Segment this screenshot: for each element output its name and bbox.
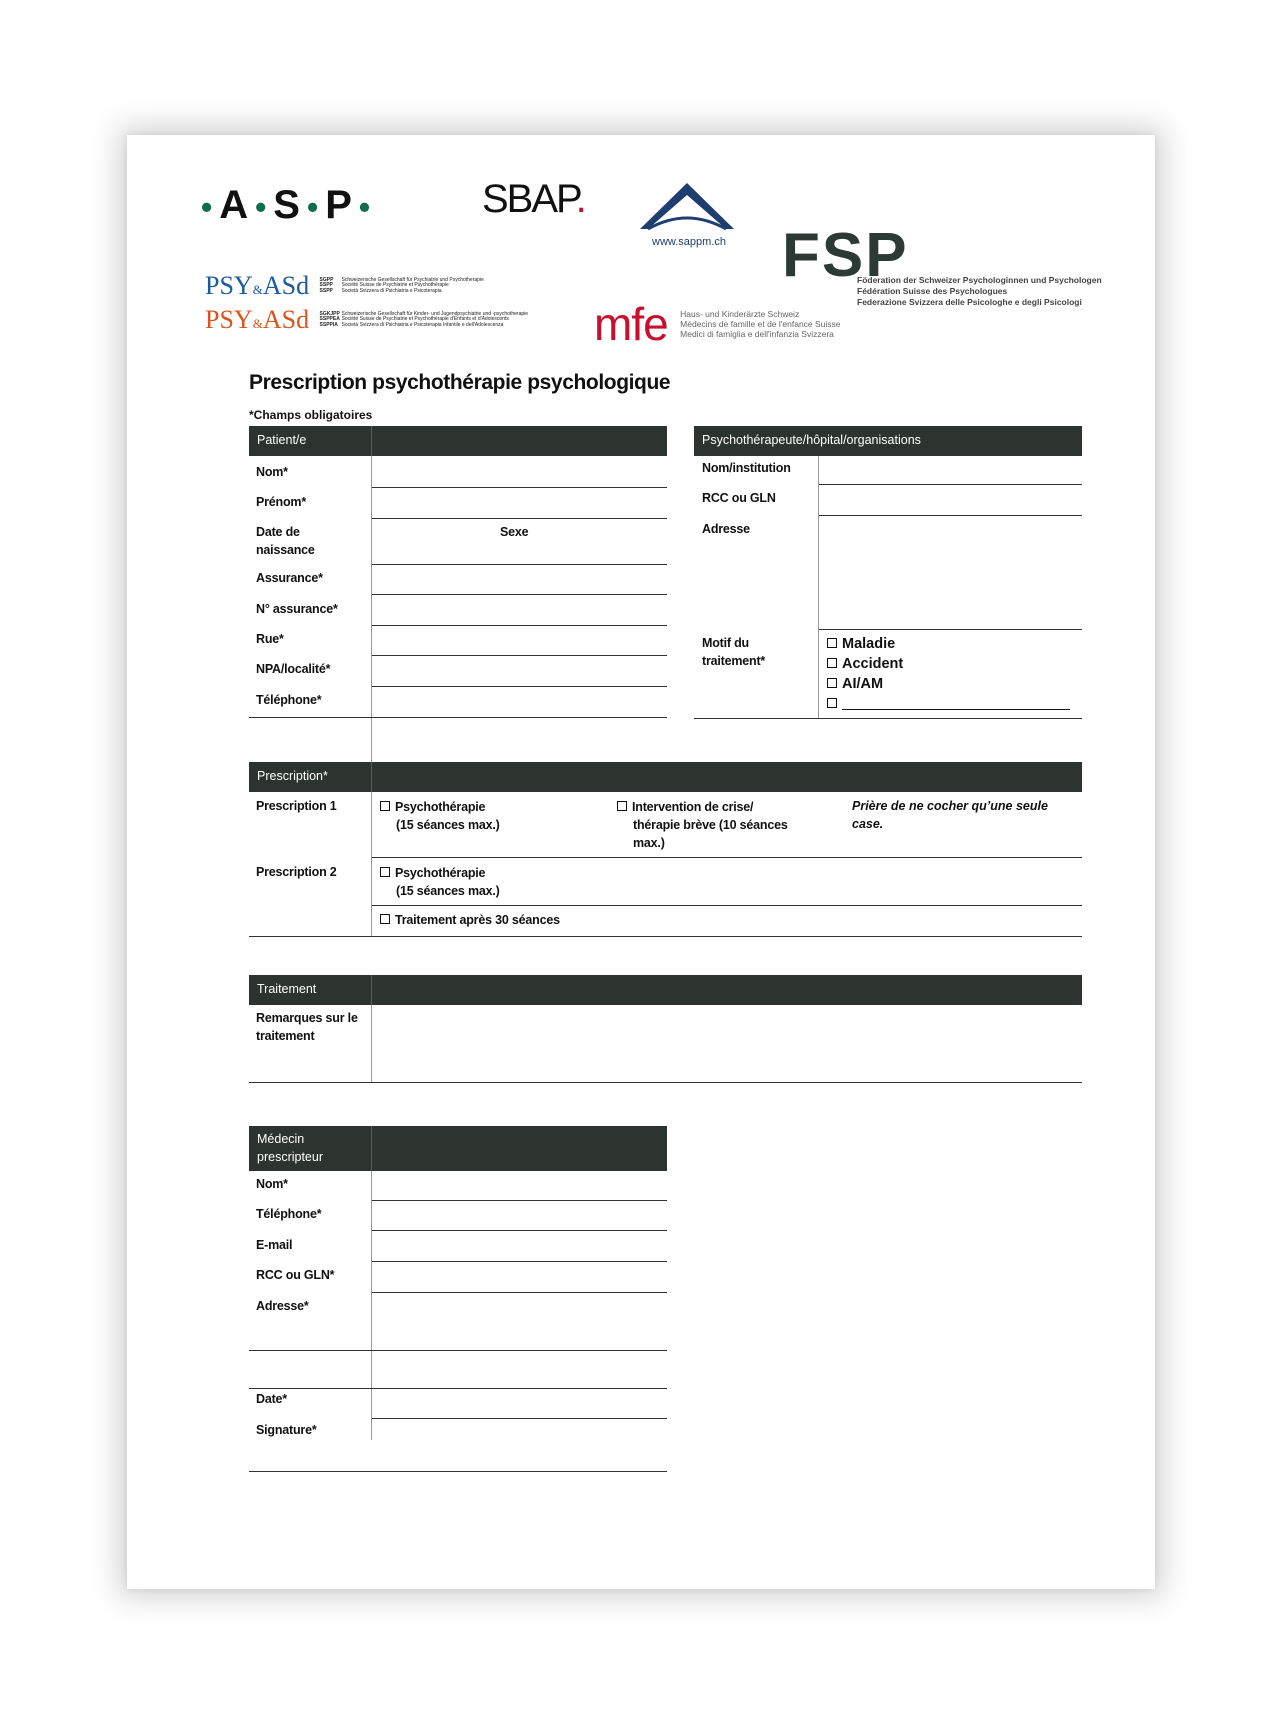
therapist-nom-field[interactable]: [819, 484, 1082, 485]
checkbox[interactable]: [827, 658, 837, 668]
patient-prenom-field[interactable]: [372, 518, 667, 519]
column-divider: [818, 456, 819, 718]
motif-ai-am[interactable]: AI/AM: [827, 674, 883, 694]
doctor-rcc-label: RCC ou GLN*: [256, 1268, 335, 1282]
checkbox[interactable]: [380, 801, 390, 811]
patient-nom-field[interactable]: [372, 487, 667, 488]
doctor-nom-label: Nom*: [256, 1177, 288, 1191]
doctor-adresse-field[interactable]: [249, 1350, 667, 1351]
patient-prenom-label: Prénom*: [256, 495, 307, 509]
prescription-1-divider: [372, 857, 1082, 858]
doctor-adresse-label: Adresse*: [256, 1299, 309, 1313]
fsp-letters: FSP: [782, 221, 909, 290]
p1-psychotherapie-option[interactable]: Psychothérapie (15 séances max.): [380, 798, 500, 834]
doctor-date-field[interactable]: [372, 1418, 667, 1419]
sappm-logo: [632, 177, 742, 252]
motif-other-field[interactable]: [842, 696, 1070, 710]
sbap-logo: SBAP.: [482, 177, 585, 221]
treatment-remarks-label: Remarques sur le traitement: [256, 1011, 358, 1043]
patient-dob-label: Date de naissance: [256, 525, 315, 557]
therapist-header: Psychothérapeute/hôpital/organisations: [694, 426, 1082, 456]
doctor-nom-field[interactable]: [372, 1200, 667, 1201]
motif-maladie[interactable]: Maladie: [827, 634, 895, 654]
therapist-adresse-label: Adresse: [702, 522, 750, 536]
prescription-header: Prescription*: [249, 762, 1082, 792]
doctor-date-label: Date*: [256, 1392, 287, 1406]
patient-header: Patient/e: [249, 426, 667, 456]
p2-psychotherapie-option[interactable]: Psychothérapie (15 séances max.): [380, 864, 500, 900]
doctor-signature-label: Signature*: [256, 1423, 317, 1437]
column-divider: [371, 1171, 372, 1440]
patient-sexe-label: Sexe: [500, 525, 529, 539]
doctor-telephone-field[interactable]: [372, 1230, 667, 1231]
therapist-rcc-label: RCC ou GLN: [702, 491, 776, 505]
sappm-roof-icon: [632, 177, 742, 233]
patient-no-assurance-field[interactable]: [372, 625, 667, 626]
doctor-email-field[interactable]: [372, 1261, 667, 1262]
fsp-logo: [782, 221, 1102, 307]
therapist-motif-label: Motif du traitement*: [702, 636, 766, 668]
asp-logo: • A • S • P •: [201, 183, 372, 227]
patient-telephone-field[interactable]: [249, 717, 667, 718]
treatment-remarks-field[interactable]: [249, 1082, 1082, 1083]
column-divider: [371, 792, 372, 937]
prescription-2-divider: [372, 905, 1082, 906]
doctor-spacer-line: [249, 1388, 667, 1389]
mfe-logo: mfe Haus- und Kinderärzte Schweiz Médecins de famille et de l'enfance Suisse Medici di famiglia e dell'infanzia Svizzera: [594, 298, 841, 350]
motif-accident[interactable]: Accident: [827, 654, 903, 674]
p1-intervention-crise-option[interactable]: Intervention de crise/ thérapie brève (10 séances max.): [617, 798, 788, 852]
patient-npa-label: NPA/localité*: [256, 662, 331, 676]
psy-asd-logo-adult: PSY&ASd SGPP Schweizerische Gesellschaft für Psychiatrie und Psychotherapie SSPP Société Suisse de Psychiatrie et Psychothérapie SSPP Società Svizzera di Psichiatria e Psicoterapia: [205, 271, 484, 300]
patient-no-assurance-label: N° assurance*: [256, 602, 338, 616]
psy-asd-logo-child: PSY&ASd SGKJPP Schweizerische Gesellschaft für Kinder- und Jugendpsychiatrie und -psychotherapie SSPPEA Société Suisse de Psychiatrie et Psychothérapie d'Enfants et d'Adolescents SSPPIA Società Svizzera di Psichiatria e Psicoterapia Infantile e dell'Adolescenza: [205, 305, 529, 334]
patient-assurance-field[interactable]: [372, 594, 667, 595]
doctor-signature-field[interactable]: [249, 1471, 667, 1472]
document-page: [127, 135, 1155, 1589]
checkbox[interactable]: [617, 801, 627, 811]
patient-npa-field[interactable]: [372, 686, 667, 687]
patient-nom-label: Nom*: [256, 465, 288, 479]
therapist-nom-label: Nom/institution: [702, 461, 791, 475]
prescription-1-label: Prescription 1: [256, 799, 337, 813]
required-note: *Champs obligatoires: [249, 408, 373, 422]
checkbox[interactable]: [827, 698, 837, 708]
therapist-adresse-field[interactable]: [819, 629, 1082, 630]
patient-assurance-label: Assurance*: [256, 571, 323, 585]
therapist-section-bottom: [694, 718, 1082, 719]
treatment-header: Traitement: [249, 975, 1082, 1005]
patient-telephone-label: Téléphone*: [256, 693, 322, 707]
checkbox[interactable]: [827, 678, 837, 688]
checkbox[interactable]: [827, 638, 837, 648]
p2-traitement-30-option[interactable]: Traitement après 30 séances: [380, 911, 560, 929]
column-divider: [371, 1005, 372, 1083]
checkbox[interactable]: [380, 914, 390, 924]
checkbox[interactable]: [380, 867, 390, 877]
fsp-names: Föderation der Schweizer Psychologinnen und Psychologen Fédération Suisse des Psychologues Federazione Svizzera delle Psicologhe e degli Psicologi: [857, 275, 1102, 307]
prescription-section-bottom: [249, 936, 1082, 937]
sappm-url: www.sappm.ch: [652, 236, 726, 248]
page-title: Prescription psychothérapie psychologique: [249, 371, 671, 394]
therapist-rcc-field[interactable]: [819, 515, 1082, 516]
doctor-rcc-field[interactable]: [372, 1292, 667, 1293]
doctor-telephone-label: Téléphone*: [256, 1207, 322, 1221]
doctor-header: Médecin prescripteur: [249, 1126, 667, 1171]
patient-dob-field[interactable]: [372, 564, 667, 565]
patient-rue-label: Rue*: [256, 632, 284, 646]
doctor-email-label: E-mail: [256, 1238, 293, 1252]
patient-rue-field[interactable]: [372, 655, 667, 656]
motif-other[interactable]: [827, 694, 1070, 714]
prescription-2-label: Prescription 2: [256, 865, 337, 879]
prescription-note: Prière de ne cocher qu’une seule case.: [852, 799, 1048, 831]
